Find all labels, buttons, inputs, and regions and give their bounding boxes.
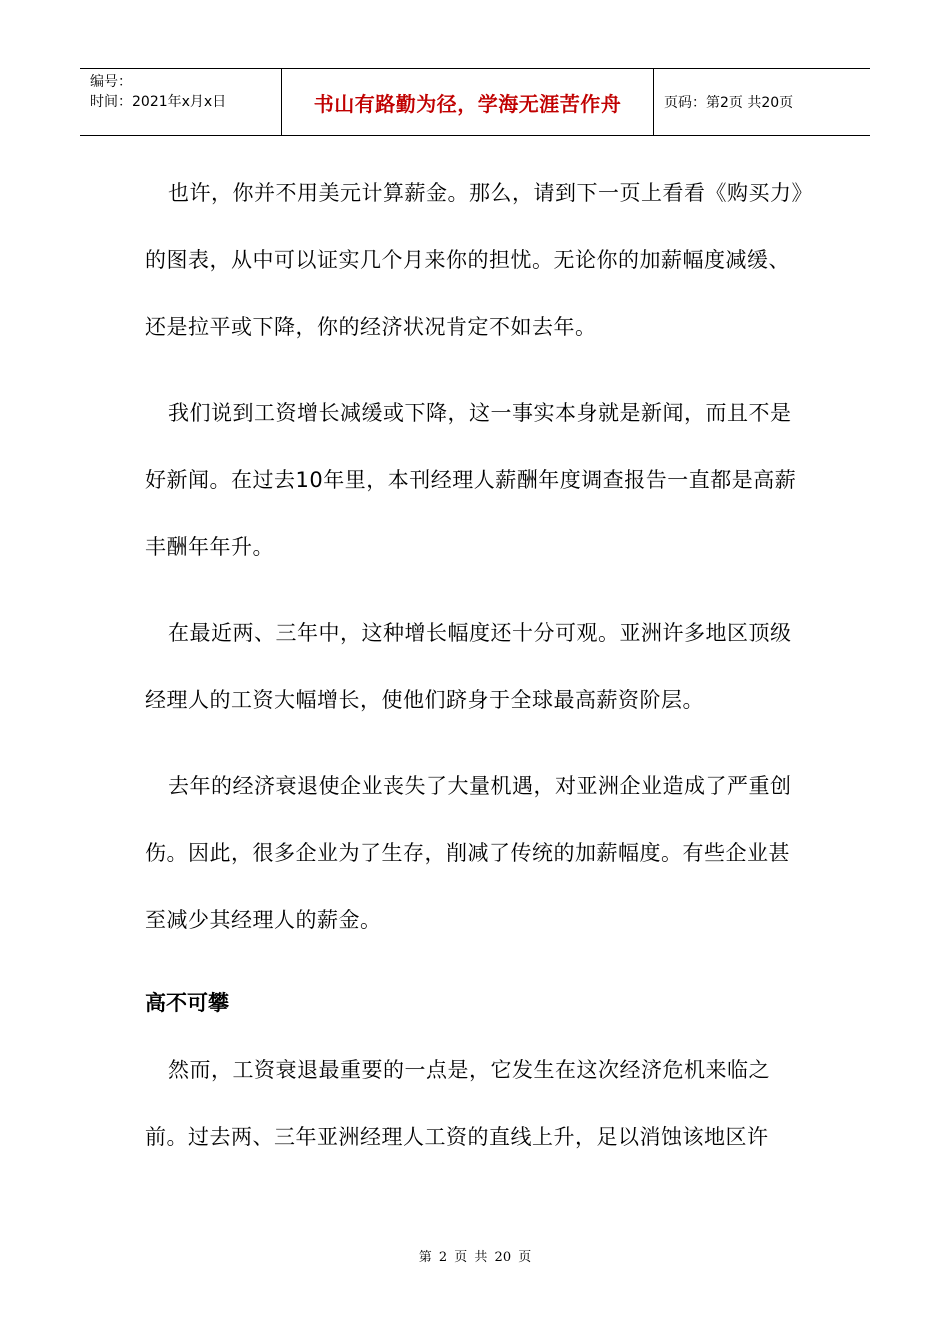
header-page-info: 页码：第2页 共20页: [664, 95, 794, 111]
header-meta-cell: [80, 69, 282, 135]
date-label: 时间：2021年x月x日: [90, 94, 227, 110]
header-page-cell: [654, 69, 870, 135]
paragraph: 然而，工资衰退最重要的一点是，它发生在这次经济危机来临之前。过去两、三年亚洲经理人工资的直线上升，足以消蚀该地区许: [145, 1058, 770, 1149]
header-motto: 书山有路勤为径，学海无涯苦作舟: [313, 91, 622, 116]
section-heading: 高不可攀: [145, 991, 229, 1015]
document-body: [145, 160, 810, 1190]
document-header: [80, 68, 870, 136]
code-label: 编号：: [90, 74, 132, 90]
paragraph: 去年的经济衰退使企业丧失了大量机遇，对亚洲企业造成了严重创伤。因此，很多企业为了生存，削减了传统的加薪幅度。有些企业甚至减少其经理人的薪金。: [145, 774, 792, 932]
paragraph: 也许，你并不用美元计算薪金。那么，请到下一页上看看《购买力》的图表，从中可以证实几个月来你的担忧。无论你的加薪幅度减缓、还是拉平或下降，你的经济状况肯定不如去年。: [145, 181, 803, 339]
paragraph: 在最近两、三年中，这种增长幅度还十分可观。亚洲许多地区顶级经理人的工资大幅增长，使他们跻身于全球最高薪资阶层。: [145, 621, 792, 712]
header-motto-cell: [282, 69, 654, 135]
page-footer: 第 2 页 共 20 页: [418, 1250, 532, 1265]
paragraph: 我们说到工资增长减缓或下降，这一事实本身就是新闻，而且不是好新闻。在过去10年里，本刊经理人薪酬年度调查报告一直都是高薪丰酬年年升。: [145, 401, 797, 559]
